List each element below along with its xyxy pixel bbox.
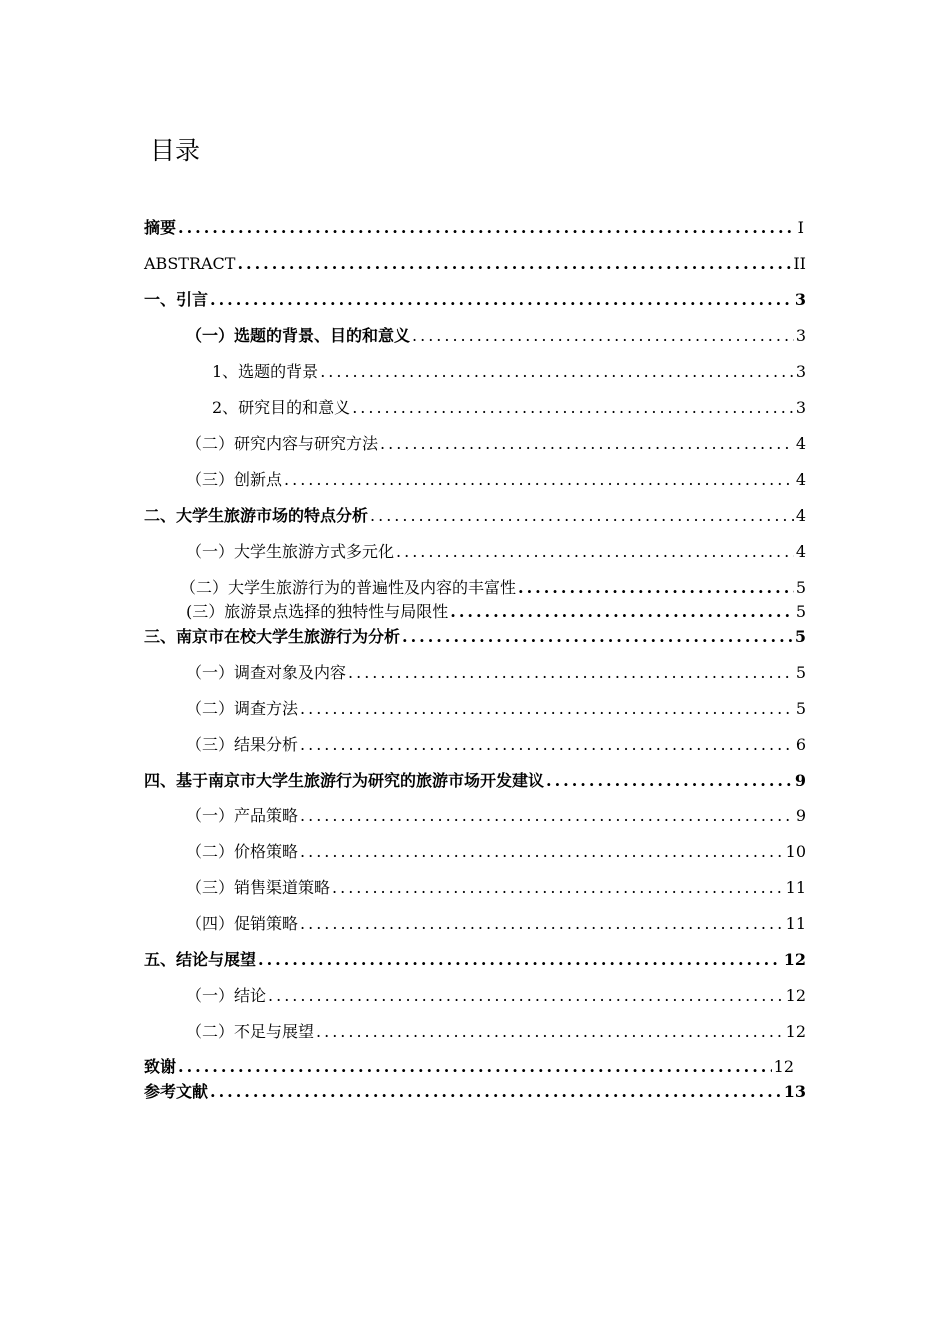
toc-label: （二）调查方法 <box>186 699 299 718</box>
toc-page: 3 <box>795 362 806 381</box>
toc-leader <box>210 288 793 312</box>
toc-label: 2、研究目的和意义 <box>212 398 351 417</box>
toc-label: （一）结论 <box>186 986 267 1005</box>
toc-entry-abstract-cn[interactable] <box>144 216 804 240</box>
toc-leader <box>237 252 791 276</box>
toc-entry-ch1-3[interactable] <box>186 468 806 492</box>
toc-entry-ch1-1-2[interactable] <box>212 396 806 420</box>
toc-label: 一、引言 <box>144 290 209 309</box>
toc-leader <box>178 216 794 240</box>
toc-page: 10 <box>785 842 806 861</box>
toc-entry-ch4[interactable] <box>144 769 806 793</box>
toc-entry-ch1[interactable] <box>144 288 806 312</box>
toc-page: 5 <box>795 602 806 621</box>
toc-page: 12 <box>785 986 806 1005</box>
toc-page: 3 <box>795 326 806 345</box>
toc-leader <box>396 540 794 564</box>
toc-entry-ch3-1[interactable] <box>186 661 806 685</box>
toc-label: （二）价格策略 <box>186 842 299 861</box>
toc-entry-ch1-1-1[interactable] <box>212 360 806 384</box>
toc-page: 4 <box>795 506 806 525</box>
toc-label: （一）产品策略 <box>186 806 299 825</box>
toc-page: 9 <box>795 806 806 825</box>
toc-entry-ch5-1[interactable] <box>186 984 806 1008</box>
toc-page: 6 <box>795 735 806 754</box>
toc-label: 三、南京市在校大学生旅游行为分析 <box>144 627 401 646</box>
toc-entry-ch4-2[interactable] <box>186 840 806 864</box>
page-title: 目录 <box>150 136 201 165</box>
toc-entry-acknowledgement[interactable] <box>144 1055 794 1079</box>
toc-leader <box>258 948 782 972</box>
toc-label: （四）促销策略 <box>186 914 299 933</box>
toc-label: （二）研究内容与研究方法 <box>186 434 379 453</box>
toc-page: 4 <box>795 542 806 561</box>
toc-page: 3 <box>794 290 806 309</box>
toc-label: （三）创新点 <box>186 470 283 489</box>
toc-entry-ch2[interactable] <box>144 504 806 528</box>
toc-leader <box>412 324 794 348</box>
toc-label: （二）大学生旅游行为的普遍性及内容的丰富性 <box>180 578 517 597</box>
toc-label: （三）销售渠道策略 <box>186 878 331 897</box>
toc-leader <box>352 396 794 420</box>
toc-entry-ch4-1[interactable] <box>186 804 806 828</box>
toc-entry-ch1-1[interactable] <box>186 324 806 348</box>
toc-entry-ch5-2[interactable] <box>186 1020 806 1044</box>
toc-leader <box>546 769 793 793</box>
toc-label: 五、结论与展望 <box>144 950 257 969</box>
toc-leader <box>178 1055 772 1079</box>
toc-label: 四、基于南京市大学生旅游行为研究的旅游市场开发建议 <box>144 771 545 790</box>
toc-page: 11 <box>785 878 806 897</box>
toc-entry-ch1-2[interactable] <box>186 432 806 456</box>
toc-page: II <box>793 254 806 273</box>
toc-page: 5 <box>794 627 806 646</box>
toc-leader <box>300 840 784 864</box>
toc-entry-ch3[interactable] <box>144 625 806 649</box>
toc-leader <box>284 468 794 492</box>
toc-leader <box>320 360 794 384</box>
toc-leader <box>332 876 784 900</box>
toc-entry-ch2-2[interactable] <box>180 576 806 600</box>
toc-label: 二、大学生旅游市场的特点分析 <box>144 506 369 525</box>
toc-leader <box>348 661 794 685</box>
toc-leader <box>380 432 794 456</box>
toc-leader <box>300 912 784 936</box>
toc-entry-ch5[interactable] <box>144 948 806 972</box>
toc-page: 5 <box>795 663 806 682</box>
toc-leader <box>518 576 794 600</box>
toc-label: 致谢 <box>144 1057 177 1076</box>
toc-leader <box>316 1020 784 1044</box>
toc-entry-ch2-3[interactable] <box>186 600 806 624</box>
toc-page: 4 <box>795 470 806 489</box>
toc-leader <box>300 733 794 757</box>
toc-page: 12 <box>773 1057 794 1076</box>
toc-page: 12 <box>785 1022 806 1041</box>
toc-page: 3 <box>795 398 806 417</box>
toc-page: 11 <box>785 914 806 933</box>
toc-page: 9 <box>794 771 806 790</box>
toc-leader <box>370 504 794 528</box>
toc-label: （一）选题的背景、目的和意义 <box>186 326 411 345</box>
toc-leader <box>450 600 794 624</box>
toc-label: 参考文献 <box>144 1082 209 1101</box>
toc-entry-ch3-2[interactable] <box>186 697 806 721</box>
toc-page: 12 <box>783 950 806 969</box>
toc-leader <box>300 697 794 721</box>
toc-page: 5 <box>795 699 806 718</box>
toc-page: 5 <box>795 578 806 597</box>
toc-label: 1、选题的背景 <box>212 362 319 381</box>
toc-page: 4 <box>795 434 806 453</box>
toc-entry-ch4-3[interactable] <box>186 876 806 900</box>
toc-entry-references[interactable] <box>144 1080 806 1104</box>
toc-page: 13 <box>783 1082 806 1101</box>
toc-label: ABSTRACT <box>144 254 236 273</box>
toc-label: （一）调查对象及内容 <box>186 663 347 682</box>
toc-leader <box>210 1080 782 1104</box>
toc-leader <box>402 625 793 649</box>
toc-leader <box>268 984 784 1008</box>
toc-label: （一）大学生旅游方式多元化 <box>186 542 395 561</box>
toc-entry-ch4-4[interactable] <box>186 912 806 936</box>
toc-entry-ch2-1[interactable] <box>186 540 806 564</box>
toc-page: I <box>797 218 804 237</box>
toc-leader <box>300 804 794 828</box>
toc-label: （二）不足与展望 <box>186 1022 315 1041</box>
toc-label: (三）旅游景点选择的独特性与局限性 <box>186 602 449 621</box>
toc-entry-abstract-en[interactable] <box>144 252 806 276</box>
toc-label: 摘要 <box>144 218 177 237</box>
toc-entry-ch3-3[interactable] <box>186 733 806 757</box>
toc-label: （三）结果分析 <box>186 735 299 754</box>
